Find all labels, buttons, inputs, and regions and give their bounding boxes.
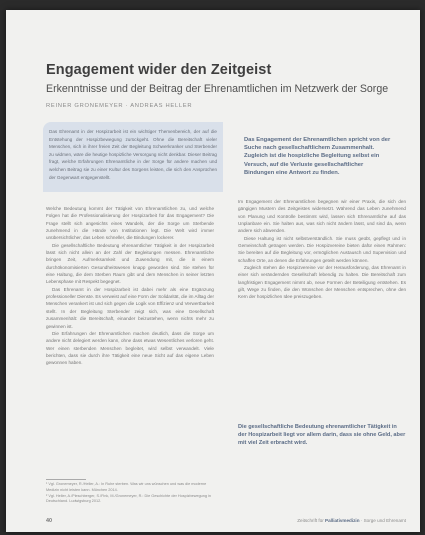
pull-quote: Das Engagement der Ehrenamtlichen spricht von der Suche nach gesellschaftlichem Zusammenhalt. Zugleich ist die hospizliche Begleitung selbst ein Versuch, auf die Verluste gesellschaftlicher Bindungen eine Antwort zu finden. — [244, 137, 391, 176]
footnotes — [46, 482, 214, 505]
body-column-left — [46, 205, 214, 477]
journal-name: Palliativmedizin — [325, 518, 360, 523]
journal-prefix: Zeitschrift für — [297, 518, 324, 523]
footnote: ¹ Vgl. Gronemeyer, R./Heller, A.: In Ruhe sterben. Was wir uns wünschen und was die moderne Medizin nicht leisten kann. München 2014. — [46, 482, 207, 492]
running-footer — [297, 518, 406, 523]
pull-quote-secondary: Die gesellschaftliche Bedeutung ehrenamtlicher Tätigkeit in der Hospizarbeit liegt vor allem darin, dass sie ohne Geld, aber mit viel Zeit erbracht wird. — [238, 424, 406, 447]
page-number: 40 — [46, 518, 52, 524]
body-paragraph: Die Erfahrungen der Ehrenamtlichen machen deutlich, dass die Sorge um andere nicht delegiert werden kann, ohne dass etwas Wesentliches verloren geht. Wer einen sterbenden Menschen begleitet, wird selbst verwandelt. Viele berichten, dass sie durch ihre Tätigkeit eine neue Sicht auf das eigene Leben gewonnen haben. — [46, 330, 214, 366]
body-column-right — [238, 198, 406, 406]
body-paragraph: Die gesellschaftliche Bedeutung ehrenamtlicher Tätigkeit in der Hospizarbeit lässt sich nicht allein an der Zahl der Begleitungen messen. Ehrenamtliche bringen Zeit, Aufmerksamkeit und Zuwendung mit, die in einem durchökonomisierten Gesundheitswesen knapp geworden sind. Sie stehen für eine Haltung, die dem Sterben Raum gibt und dem Menschen in seiner letzten Lebensphase mit Respekt begegnet. — [46, 242, 214, 285]
body-paragraph: Zugleich stehen die Hospizvereine vor der Herausforderung, das Ehrenamt in einer sich verändernden Gesellschaft lebendig zu halten. Die Bereitschaft zum langfristigen Engagement nimmt ab, neue Formen der Beteiligung entstehen. Es gilt, Wege zu finden, die den Wünschen der Menschen entsprechen, ohne den Kern der hospizlichen Idee preiszugeben. — [238, 265, 406, 300]
article-authors: REINER GRONEMEYER · ANDREAS HELLER — [46, 103, 193, 109]
body-paragraph: Diese Haltung ist nicht selbstverständlich. Sie muss geübt, gepflegt und in Gemeinschaft getragen werden. Die Hospizvereine bieten dafür einen Rahmen: Sie bereiten auf die Begleitung vor, ermöglichen Austausch und Supervision und schaffen Orte, an denen die Erfahrungen geteilt werden können. — [238, 235, 406, 263]
document-page — [6, 10, 420, 532]
article-title: Engagement wider den Zeitgeist — [46, 62, 272, 78]
body-paragraph: Welche Bedeutung kommt der Tätigkeit von Ehrenamtlichen zu, und welche Folgen hat die Professionalisierung der Hospizarbeit für das Engagement? Die Frage stellt sich angesichts eines Wandels, der die Sorge um Sterbende zunehmend in die Hände von Institutionen legt. Die Welt wird immer unübersichtlicher, das Leben schneller, die Bindungen lockerer. — [46, 206, 214, 241]
body-paragraph: Im Engagement der Ehrenamtlichen begegnen wir einer Praxis, die sich den gängigen Mustern des Zeitgeistes widersetzt. Während das Leben zunehmend von Planung und Kontrolle bestimmt wird, lassen sich Ehrenamtliche auf das Unplanbare ein. Sie halten aus, was sich nicht ändern lässt, und sind da, wenn andere sich abwenden. — [238, 199, 406, 234]
footnote: ² Vgl. Heller, A./Pleschberger, S./Fink, M./Gronemeyer, R.: Die Geschichte der Hospizbewegung in Deutschland. Ludwigsburg 2012. — [46, 493, 212, 504]
article-subtitle: Erkenntnisse und der Beitrag der Ehrenamtlichen im Netzwerk der Sorge — [46, 83, 389, 95]
abstract-text: Das Ehrenamt in der Hospizarbeit ist ein wichtiger Themenbereich, der auf die Entstehung der Hospizbewegung zurückgeht. Ohne die Bereitschaft vieler Menschen, sich in ihrer freien Zeit der Begleitung Schwerkranker und Sterbender zu widmen, wäre die heutige hospizliche Versorgung nicht denkbar. Dieser Beitrag fragt, welche Erfahrungen Ehrenamtliche in der Sorge für andere machen und welchen Beitrag sie zu einer Kultur des Sorgens leisten, die sich den Ansprüchen der Gegenwart entgegenstellt. — [49, 129, 217, 180]
footnote-divider — [46, 479, 86, 480]
body-paragraph: Das Ehrenamt in der Hospizarbeit ist dabei mehr als eine Ergänzung professioneller Dienste. Es verweist auf eine Form der Solidarität, die im Alltag der Menschen verankert ist und sich gegen die Logik von Effizienz und Verwertbarkeit stellt. In der Begleitung Sterbender zeigt sich, was eine Gesellschaft zusammenhält: die Bereitschaft, einander beizustehen, wenn nichts mehr zu gewinnen ist. — [46, 286, 214, 329]
journal-suffix: · Sorge und Ehrenamt — [360, 518, 406, 523]
